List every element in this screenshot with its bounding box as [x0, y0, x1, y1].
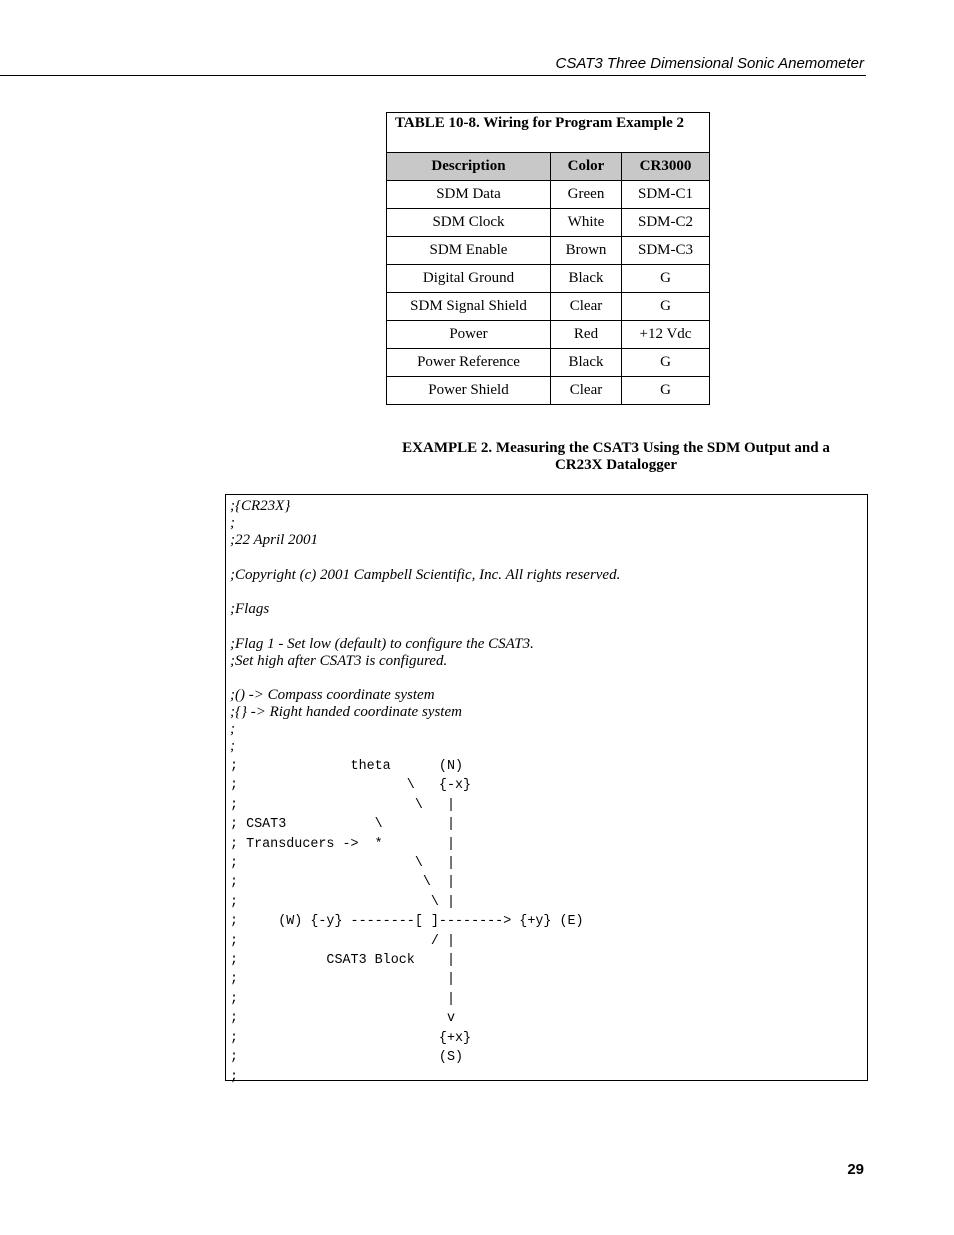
running-header-title: CSAT3 Three Dimensional Sonic Anemometer	[555, 55, 864, 72]
table-caption: TABLE 10-8. Wiring for Program Example 2	[387, 113, 710, 153]
code-line: ;Set high after CSAT3 is configured.	[230, 652, 448, 669]
code-line: ;	[230, 515, 235, 531]
table-cell-description: Power Shield	[387, 377, 551, 405]
table-cell-cr3000: +12 Vdc	[622, 321, 710, 349]
table-cell-color: Red	[551, 321, 622, 349]
code-line: ;() -> Compass coordinate system	[230, 687, 435, 703]
column-header-cr3000: CR3000	[622, 153, 710, 181]
code-line	[230, 618, 620, 636]
page-number: 29	[847, 1161, 864, 1178]
header-rule	[0, 75, 866, 76]
table-cell-cr3000: G	[622, 265, 710, 293]
table-cell-description: SDM Signal Shield	[387, 293, 551, 321]
code-line: ;	[230, 738, 235, 754]
table-cell-cr3000: SDM-C1	[622, 181, 710, 209]
table-cell-description: Power Reference	[387, 349, 551, 377]
table-cell-color: Clear	[551, 293, 622, 321]
table-cell-cr3000: G	[622, 293, 710, 321]
table-cell-description: SDM Enable	[387, 237, 551, 265]
table-cell-color: Brown	[551, 237, 622, 265]
code-line: ;Flag 1 - Set low (default) to configure the CSAT3.	[230, 635, 534, 652]
code-listing-box	[225, 494, 868, 1085]
table-row	[387, 265, 710, 293]
table-header-row	[387, 153, 710, 181]
table-row	[387, 209, 710, 237]
table-cell-cr3000: SDM-C2	[622, 209, 710, 237]
code-line	[230, 670, 620, 688]
table-cell-cr3000: G	[622, 377, 710, 405]
table-cell-description: SDM Data	[387, 181, 551, 209]
table-row	[387, 321, 710, 349]
table-cell-cr3000: SDM-C3	[622, 237, 710, 265]
table-cell-description: SDM Clock	[387, 209, 551, 237]
table-row	[387, 293, 710, 321]
table-caption-row	[387, 113, 710, 153]
table-cell-description: Power	[387, 321, 551, 349]
code-comments	[230, 498, 620, 755]
code-line	[230, 584, 620, 602]
example-caption	[376, 440, 856, 474]
code-line: ;	[230, 721, 235, 737]
table-row	[387, 181, 710, 209]
code-line: ;{CR23X}	[230, 498, 291, 514]
table-cell-color: Clear	[551, 377, 622, 405]
code-line	[230, 549, 620, 567]
column-header-color: Color	[551, 153, 622, 181]
code-line: ;{} -> Right handed coordinate system	[230, 704, 462, 720]
table-cell-color: Black	[551, 265, 622, 293]
example-caption-line: EXAMPLE 2. Measuring the CSAT3 Using the SDM Output and a	[402, 440, 830, 456]
code-line: ;Flags	[230, 601, 270, 617]
table-cell-color: White	[551, 209, 622, 237]
table-cell-color: Green	[551, 181, 622, 209]
wiring-table	[386, 112, 710, 405]
ascii-coordinate-diagram: ; theta (N) ; \ {-x} ; \ | ; CSAT3 \ | ; Transducers -> * | ; \ | ; \ | ; \ | ; (W) {-y} --------[ ]--------> {+y} (E) ; / | ; CSAT3 Block | ; | ; | ; v ; {+x} ; (S) ;	[230, 759, 584, 1085]
table-cell-cr3000: G	[622, 349, 710, 377]
code-line: ;22 April 2001	[230, 532, 319, 548]
table-row	[387, 349, 710, 377]
table-row	[387, 377, 710, 405]
example-caption-line: CR23X Datalogger	[554, 457, 678, 473]
table-row	[387, 237, 710, 265]
table-cell-color: Black	[551, 349, 622, 377]
code-line: ;Copyright (c) 2001 Campbell Scientific, Inc. All rights reserved.	[230, 566, 621, 583]
table-cell-description: Digital Ground	[387, 265, 551, 293]
column-header-description: Description	[387, 153, 551, 181]
